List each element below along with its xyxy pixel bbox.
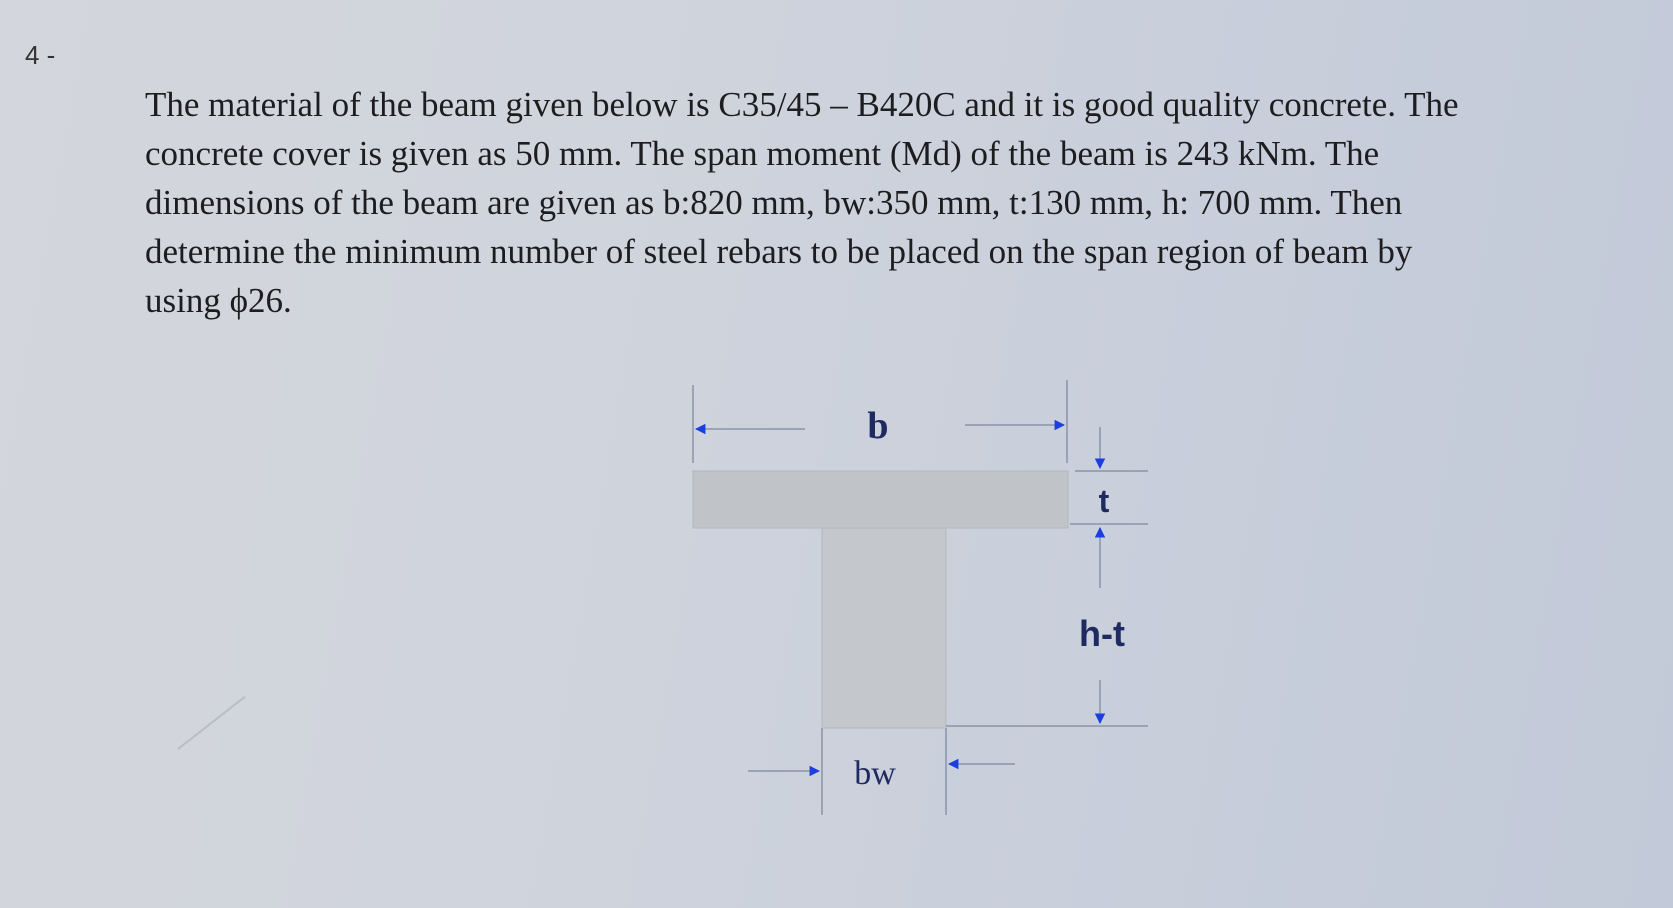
question-line: determine the minimum number of steel rebars to be placed on the span region of beam by [145,232,1413,271]
web-height-label: h-t [1079,613,1125,654]
beam-flange [693,471,1068,528]
question-number: 4 - [25,40,56,70]
question-line: The material of the beam given below is C35/45 – B420C and it is good quality concrete. The [145,85,1459,124]
flange-width-label: b [867,405,889,447]
flange-thickness-label: t [1098,483,1110,519]
web-width-label: bw [854,755,896,792]
question-line: dimensions of the beam are given as b:820 mm, bw:350 mm, t:130 mm, h: 700 mm. Then [145,183,1403,222]
question-line: using ϕ26. [145,281,292,320]
web-height-dimension [946,613,1148,726]
t-beam-section [693,471,1068,728]
web-width-dimension [748,728,1015,815]
beam-web [822,528,946,728]
flange-thickness-dimension [1070,427,1148,588]
question-line: concrete cover is given as 50 mm. The span moment (Md) of the beam is 243 kNm. The [145,134,1380,173]
flange-width-dimension [693,380,1067,463]
